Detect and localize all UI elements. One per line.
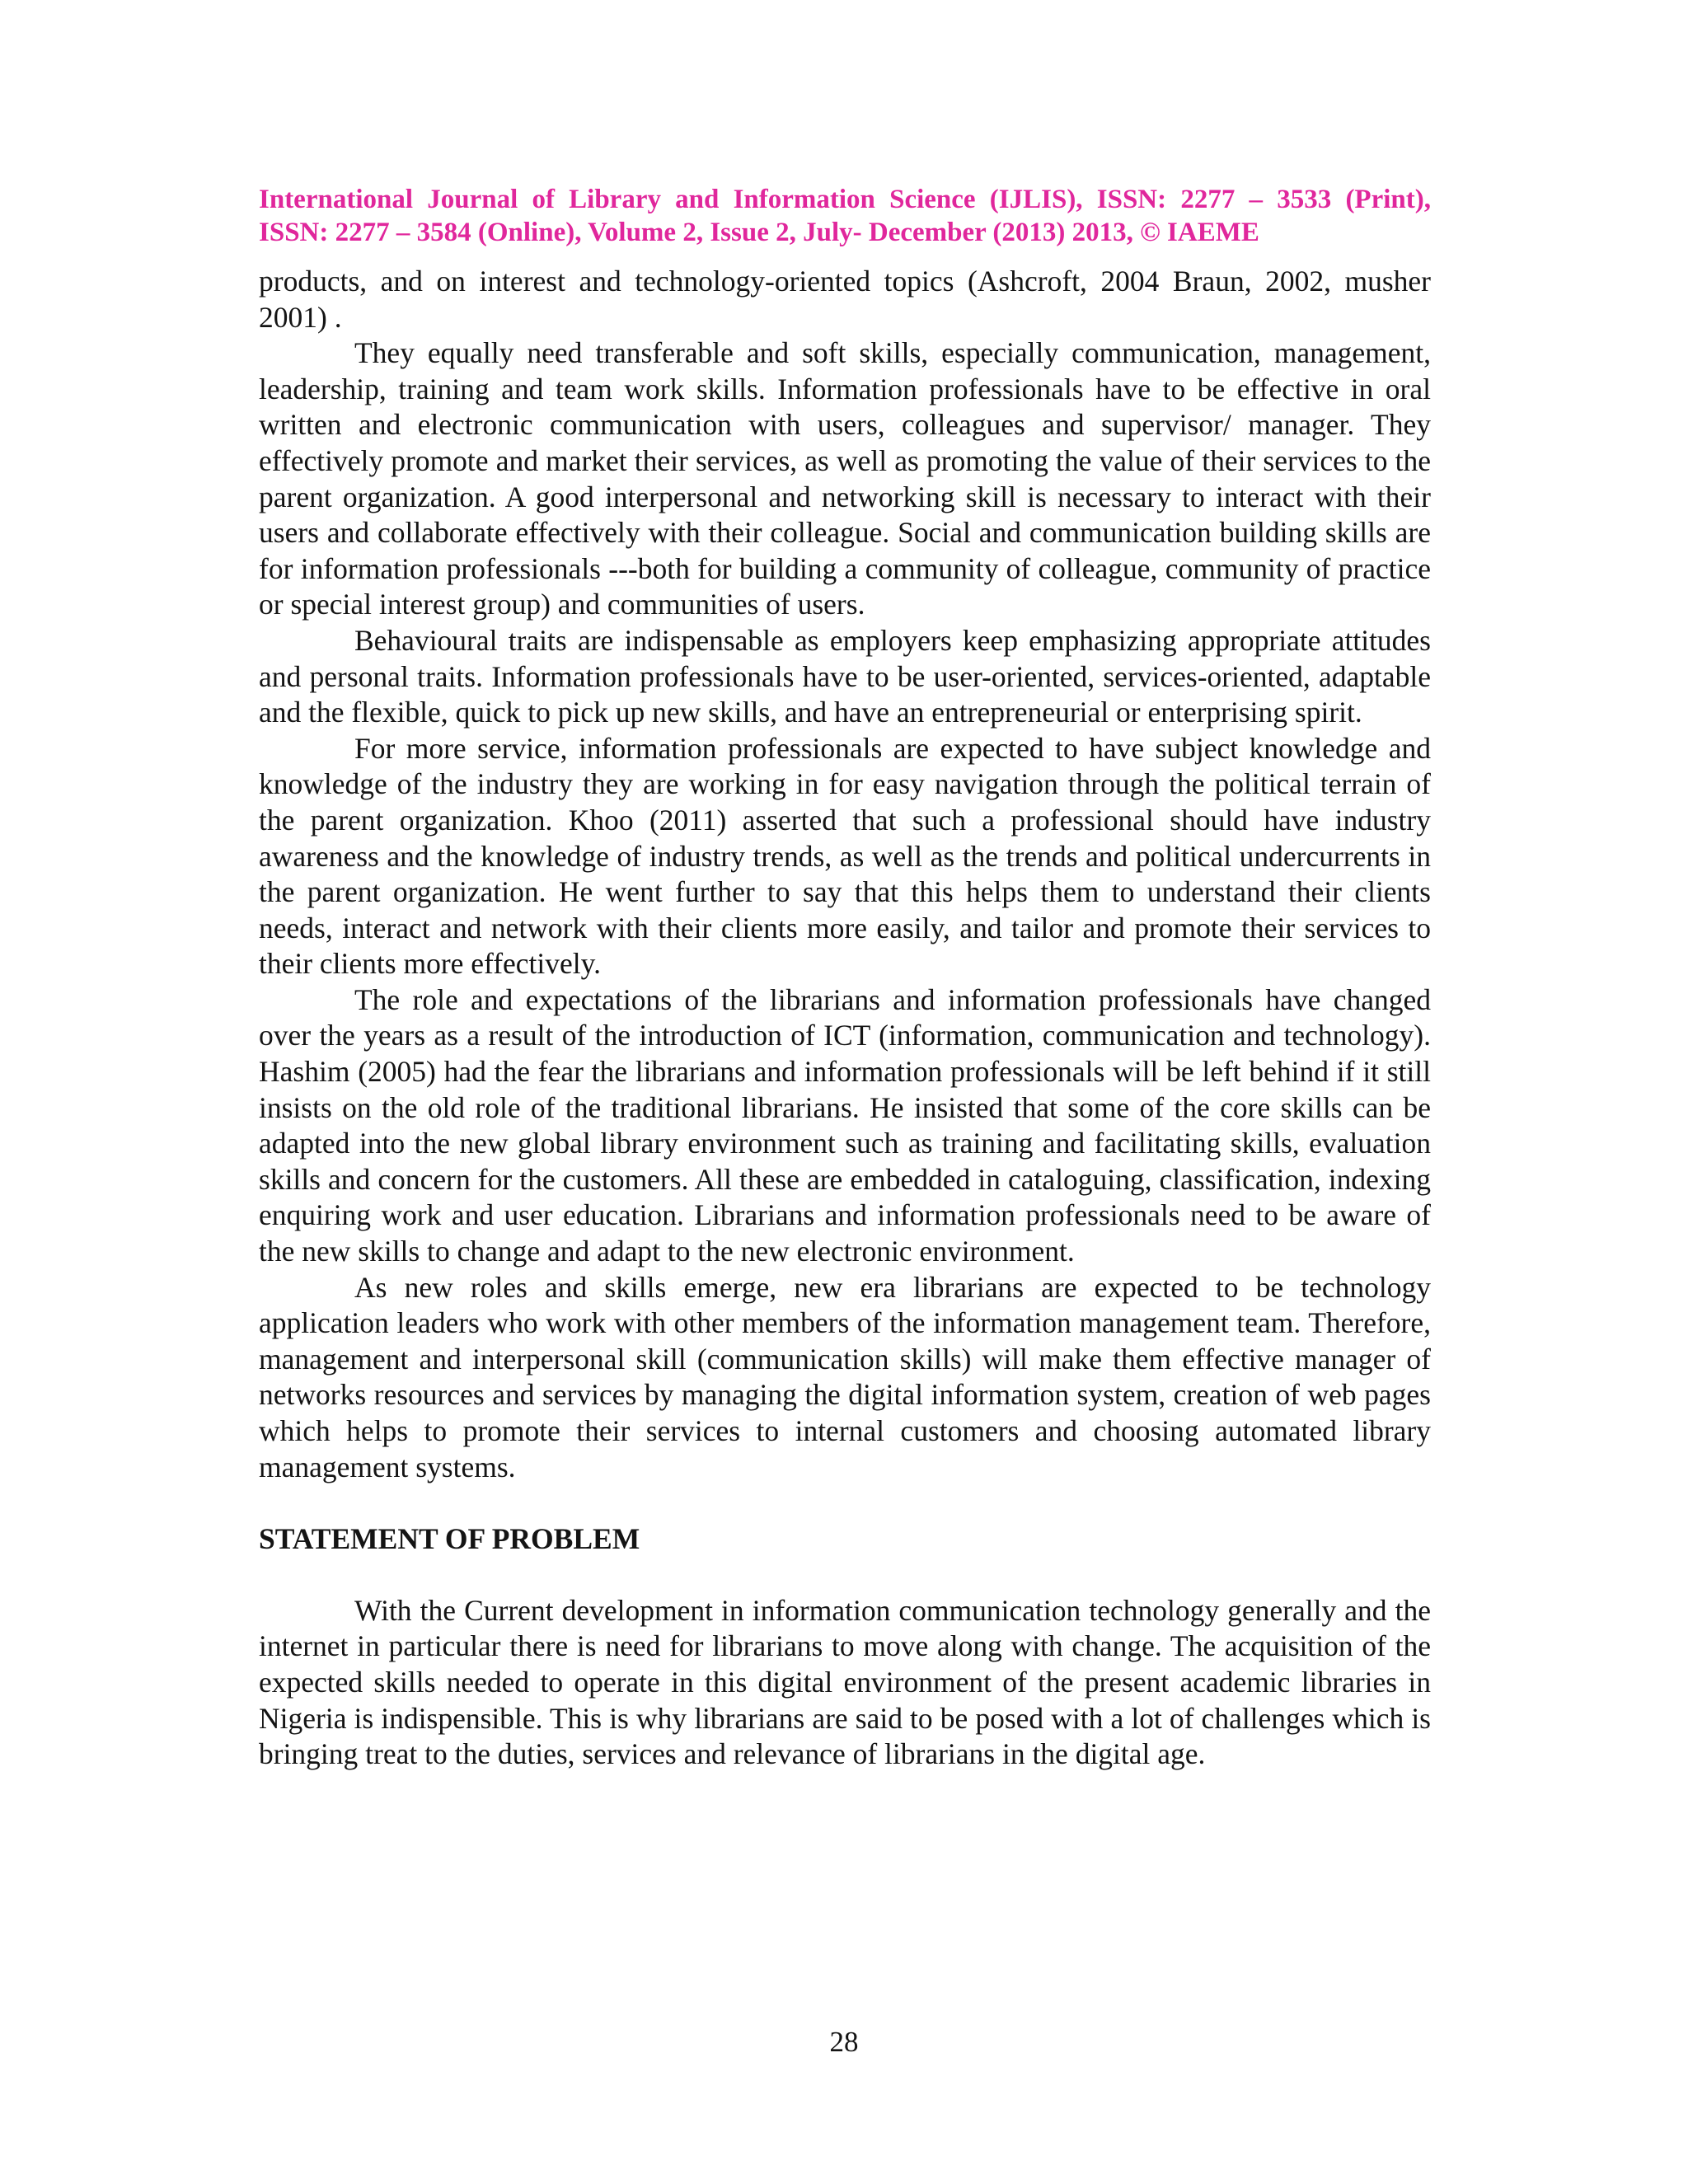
- paragraph-role-expectations: The role and expectations of the librarians and information professionals have changed over the years as a result of the introduction of ICT (information, communication and technology). Hashim (2005) had the fear the librarians and information professionals will be left behind if it still insists on the old role of the traditional librarians. He insisted that some of the core skills can be adapted into the new global library environment such as training and facilitating skills, evaluation skills and concern for the customers. All these are embedded in cataloguing, classification, indexing enquiring work and user education. Librarians and information professionals need to be aware of the new skills to change and adapt to the new electronic environment.: [259, 982, 1431, 1268]
- document-page: [259, 183, 1431, 1773]
- paragraph-soft-skills: They equally need transferable and soft skills, especially communication, management, leadership, training and team work skills. Information professionals have to be effective in oral written and electronic communication with users, colleagues and supervisor/ manager. They effectively promote and market their services, as well as promoting the value of their services to the parent organization. A good interpersonal and networking skill is necessary to interact with their users and collaborate effectively with their colleague. Social and communication building skills are for information professionals ---both for building a community of colleague, community of practice or special interest group) and communities of users.: [259, 336, 1431, 621]
- journal-header-line-2: ISSN: 2277 – 3584 (Online), Volume 2, Issue 2, July- December (2013) 2013, © IAEME: [259, 218, 1259, 247]
- paragraph-subject-knowledge: For more service, information professionals are expected to have subject knowledge and knowledge of the industry they are working in for easy navigation through the political terrain of the parent organization. Khoo (2011) asserted that such a professional should have industry awareness and the knowledge of industry trends, as well as the trends and political undercurrents in the parent organization. He went further to say that this helps them to understand their clients needs, interact and network with their clients more easily, and tailor and promote their services to their clients more effectively.: [259, 731, 1431, 981]
- paragraph-new-roles: As new roles and skills emerge, new era librarians are expected to be technology application leaders who work with other members of the information management team. Therefore, management and interpersonal skill (communication skills) will make them effective manager of networks resources and services by managing the digital information system, creation of web pages which helps to promote their services to internal customers and choosing automated library management systems.: [259, 1270, 1431, 1483]
- section-heading-statement-of-problem: STATEMENT OF PROBLEM: [259, 1522, 640, 1556]
- page-number: 28: [829, 2026, 859, 2058]
- paragraph-statement-of-problem: With the Current development in information communication technology generally and the internet in particular there is need for librarians to move along with change. The acquisition of the expected skills needed to operate in this digital environment of the present academic libraries in Nigeria is indispensible. This is why librarians are said to be posed with a lot of challenges which is bringing treat to the duties, services and relevance of librarians in the digital age.: [259, 1593, 1431, 1771]
- paragraph-continuation: products, and on interest and technology-oriented topics (Ashcroft, 2004 Braun, 2002, musher 2001) .: [259, 265, 1431, 334]
- journal-header-line-1: International Journal of Library and Information Science (IJLIS), ISSN: 2277 – 3533 (Print),: [259, 185, 1431, 214]
- paragraph-behavioural-traits: Behavioural traits are indispensable as employers keep emphasizing appropriate attitudes and personal traits. Information professionals have to be user-oriented, services-oriented, adaptable and the flexible, quick to pick up new skills, and have an entrepreneurial or enterprising spirit.: [259, 623, 1431, 729]
- journal-header: [259, 183, 1431, 249]
